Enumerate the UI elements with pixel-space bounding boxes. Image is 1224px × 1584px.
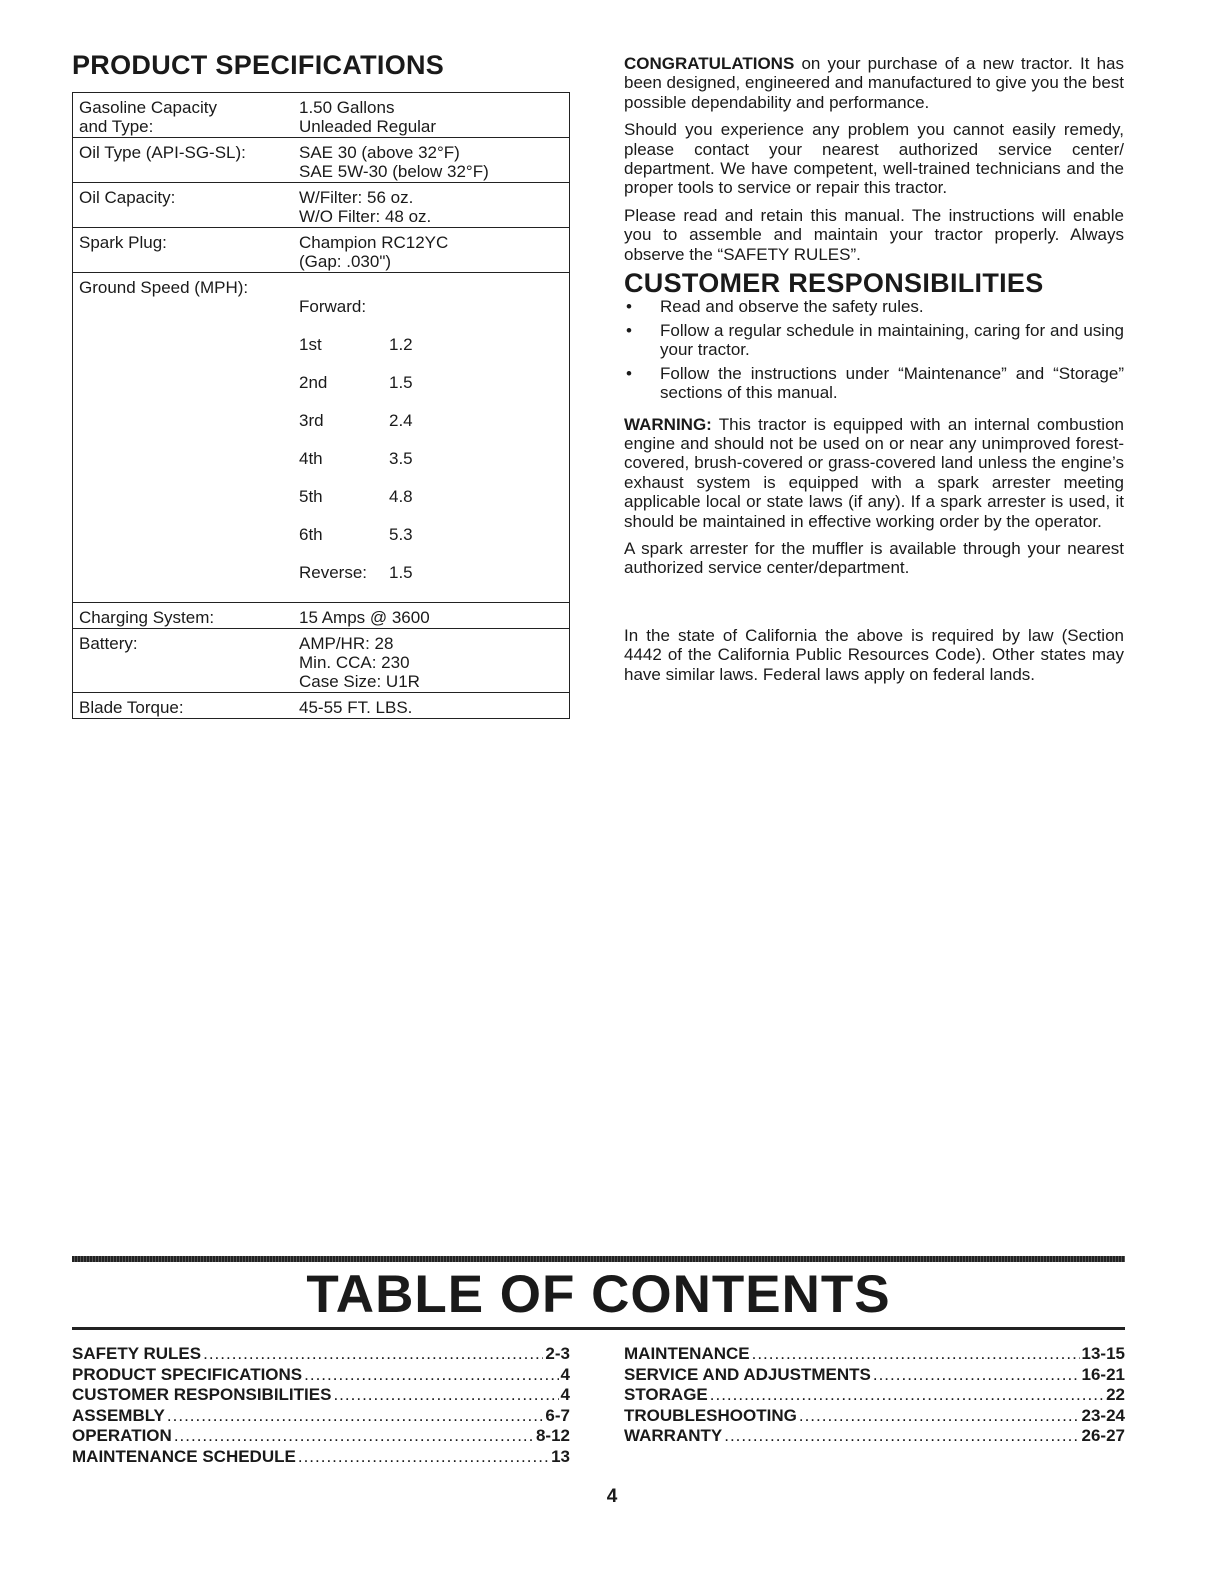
- spec-row-blade-torque: [73, 693, 569, 718]
- spec-value: 45-55 FT. LBS.: [299, 698, 413, 717]
- gear-name: 2nd: [299, 373, 328, 392]
- gear-row: [299, 563, 569, 582]
- dot-leader: [203, 1344, 543, 1365]
- toc-pages: 22: [1106, 1385, 1125, 1404]
- specifications-table: [72, 92, 570, 719]
- list-item: [624, 364, 1124, 403]
- spec-label: Blade Torque:: [79, 698, 184, 717]
- toc-pages: 23-24: [1081, 1405, 1125, 1425]
- toc-entry[interactable]: [72, 1426, 570, 1447]
- california-paragraph: In the state of California the above is required by law (Section 4442 of the California Public Resources Code). Other states may have similar laws. Federal laws apply on federal lands.: [624, 625, 1124, 684]
- gear-speed: 5.3: [389, 525, 413, 544]
- page-number: 4: [606, 1486, 618, 1507]
- table-of-contents-title: TABLE OF CONTENTS: [306, 1265, 891, 1324]
- problem-paragraph: Should you experience any problem you cannot easily remedy, please contact your nearest authorized service center/ department. We have competent, well-trained technicians and the proper tools to service or repair this tractor.: [624, 120, 1124, 198]
- gear-name: 3rd: [299, 411, 324, 430]
- warning-lead: WARNING:: [624, 414, 712, 434]
- toc-label: MAINTENANCE SCHEDULE: [72, 1446, 296, 1466]
- toc-entry[interactable]: [72, 1406, 570, 1427]
- gear-speed: 1.5: [389, 373, 413, 392]
- right-column: [624, 54, 1124, 692]
- manual-paragraph: Please read and retain this manual. The instructions will enable you to assemble and maintain your tractor properly. Always observe the “SAFETY RULES”.: [624, 205, 1124, 264]
- toc-label: ASSEMBLY: [72, 1405, 165, 1425]
- spec-label: Oil Capacity:: [79, 188, 176, 207]
- spec-value: [299, 278, 569, 601]
- toc-pages: 16-21: [1081, 1364, 1125, 1384]
- toc-label: WARRANTY: [624, 1426, 723, 1445]
- gear-row: [299, 525, 569, 544]
- congratulations-lead: CONGRATULATIONS: [624, 54, 795, 73]
- toc-entry[interactable]: [624, 1385, 1125, 1406]
- customer-responsibilities-title: CUSTOMER RESPONSIBILITIES: [624, 268, 1044, 299]
- dot-leader: [304, 1365, 558, 1386]
- spec-row-battery: [73, 629, 569, 693]
- toc-entry[interactable]: [624, 1406, 1125, 1427]
- intro-text: on your purchase of a new tractor. It has been designed, engineered and manufactured to give you the best possible dependability and performance.: [624, 54, 1124, 112]
- spec-value: SAE 30 (above 32°F) SAE 5W-30 (below 32°F): [299, 143, 489, 181]
- gear-speed: 1.5: [389, 563, 413, 582]
- dot-leader: [873, 1365, 1080, 1386]
- spec-label: Gasoline Capacity and Type:: [79, 98, 217, 136]
- toc-pages: 8-12: [535, 1426, 570, 1445]
- gear-name: 1st: [299, 335, 322, 354]
- warning-text: This tractor is equipped with an internal combustion engine and should not be used on or near any unimproved forest-covered, brush-covered or grass-covered land unless the engine’s exhaust system is equipped with a spark arrester meeting applicable local or state laws (if any). If a spark arrester is used, it should be maintained in effective working order by the operator.: [624, 414, 1124, 531]
- gear-name: Reverse:: [299, 563, 368, 582]
- toc-pages: 13-15: [1081, 1344, 1125, 1363]
- bullet-icon: •: [626, 320, 632, 340]
- gear-row: [299, 449, 569, 468]
- dot-leader: [710, 1385, 1104, 1406]
- gear-speed: 4.8: [389, 487, 413, 506]
- spark-arrester-paragraph: A spark arrester for the muffler is available through your nearest authorized service center/department.: [624, 538, 1124, 578]
- toc-label: STORAGE: [624, 1385, 708, 1404]
- list-item-text: Read and observe the safety rules.: [660, 297, 924, 317]
- toc-entry[interactable]: [72, 1365, 570, 1386]
- dot-leader: [724, 1426, 1079, 1447]
- forward-label: Forward:: [299, 297, 367, 316]
- spec-row-oil-capacity: [73, 183, 569, 228]
- spec-row-oil-type: [73, 138, 569, 183]
- bullet-icon: •: [626, 363, 632, 383]
- divider: [72, 1327, 1125, 1330]
- list-item-text: Follow a regular schedule in maintaining, caring for and using your tractor.: [660, 320, 1124, 360]
- spec-value: Champion RC12YC (Gap: .030"): [299, 233, 449, 271]
- spec-value: 15 Amps @ 3600: [299, 608, 430, 627]
- spec-label: Spark Plug:: [79, 233, 167, 252]
- gear-name: 4th: [299, 449, 323, 468]
- toc-pages: 2-3: [545, 1344, 570, 1363]
- dot-leader: [174, 1426, 534, 1447]
- toc-pages: 26-27: [1081, 1426, 1125, 1445]
- spec-row-charging: [73, 603, 569, 629]
- toc-left-column: [72, 1344, 570, 1467]
- bullet-icon: •: [626, 297, 632, 317]
- gear-row: [299, 487, 569, 506]
- gear-speed: 2.4: [389, 411, 413, 430]
- list-item: [624, 321, 1124, 360]
- toc-entry[interactable]: [624, 1344, 1125, 1365]
- dot-leader: [752, 1344, 1080, 1365]
- dot-leader: [298, 1447, 549, 1468]
- dot-leader: [799, 1406, 1080, 1427]
- toc-pages: 4: [560, 1364, 570, 1384]
- toc-label: CUSTOMER RESPONSIBILITIES: [72, 1385, 332, 1404]
- toc-label: SAFETY RULES: [72, 1344, 202, 1363]
- toc-label: SERVICE AND ADJUSTMENTS: [624, 1364, 871, 1384]
- gear-speed: 3.5: [389, 449, 413, 468]
- dot-leader: [167, 1406, 544, 1427]
- spec-value: 1.50 Gallons Unleaded Regular: [299, 98, 437, 136]
- list-item-text: Follow the instructions under “Maintenance” and “Storage” sections of this manual.: [660, 363, 1124, 403]
- spec-value: AMP/HR: 28 Min. CCA: 230 Case Size: U1R: [299, 634, 420, 691]
- toc-label: OPERATION: [72, 1426, 172, 1445]
- responsibilities-list: [624, 297, 1124, 402]
- list-item: [624, 297, 1124, 316]
- gear-name: 6th: [299, 525, 323, 544]
- toc-label: MAINTENANCE: [624, 1344, 750, 1363]
- spec-value: W/Filter: 56 oz. W/O Filter: 48 oz.: [299, 188, 432, 226]
- toc-entry[interactable]: [624, 1365, 1125, 1386]
- toc-label: TROUBLESHOOTING: [624, 1405, 797, 1425]
- toc-pages: 6-7: [545, 1405, 570, 1425]
- divider: [72, 1256, 1125, 1262]
- spec-row-spark-plug: [73, 228, 569, 273]
- toc-entry[interactable]: [72, 1447, 570, 1468]
- toc-entry[interactable]: [624, 1426, 1125, 1447]
- toc-entry[interactable]: [72, 1344, 570, 1365]
- spec-label: Ground Speed (MPH):: [79, 278, 249, 297]
- spec-row-gasoline: [73, 93, 569, 138]
- spec-label: Oil Type (API-SG-SL):: [79, 143, 246, 162]
- dot-leader: [333, 1385, 558, 1406]
- spec-label: Battery:: [79, 634, 138, 653]
- toc-pages: 13: [551, 1446, 570, 1466]
- warning-paragraph: [624, 415, 1124, 531]
- toc-entry[interactable]: [72, 1385, 570, 1406]
- toc-label: PRODUCT SPECIFICATIONS: [72, 1364, 303, 1384]
- spec-row-ground-speed: [73, 273, 569, 603]
- product-specifications-title: PRODUCT SPECIFICATIONS: [72, 50, 445, 80]
- toc-right-column: [624, 1344, 1125, 1447]
- toc-pages: 4: [560, 1385, 570, 1404]
- gear-row: [299, 373, 569, 392]
- spec-label: Charging System:: [79, 608, 215, 627]
- intro-paragraph: [624, 54, 1124, 112]
- gear-row: [299, 411, 569, 430]
- gear-name: 5th: [299, 487, 323, 506]
- gear-row: [299, 335, 569, 354]
- gear-speed: 1.2: [389, 335, 413, 354]
